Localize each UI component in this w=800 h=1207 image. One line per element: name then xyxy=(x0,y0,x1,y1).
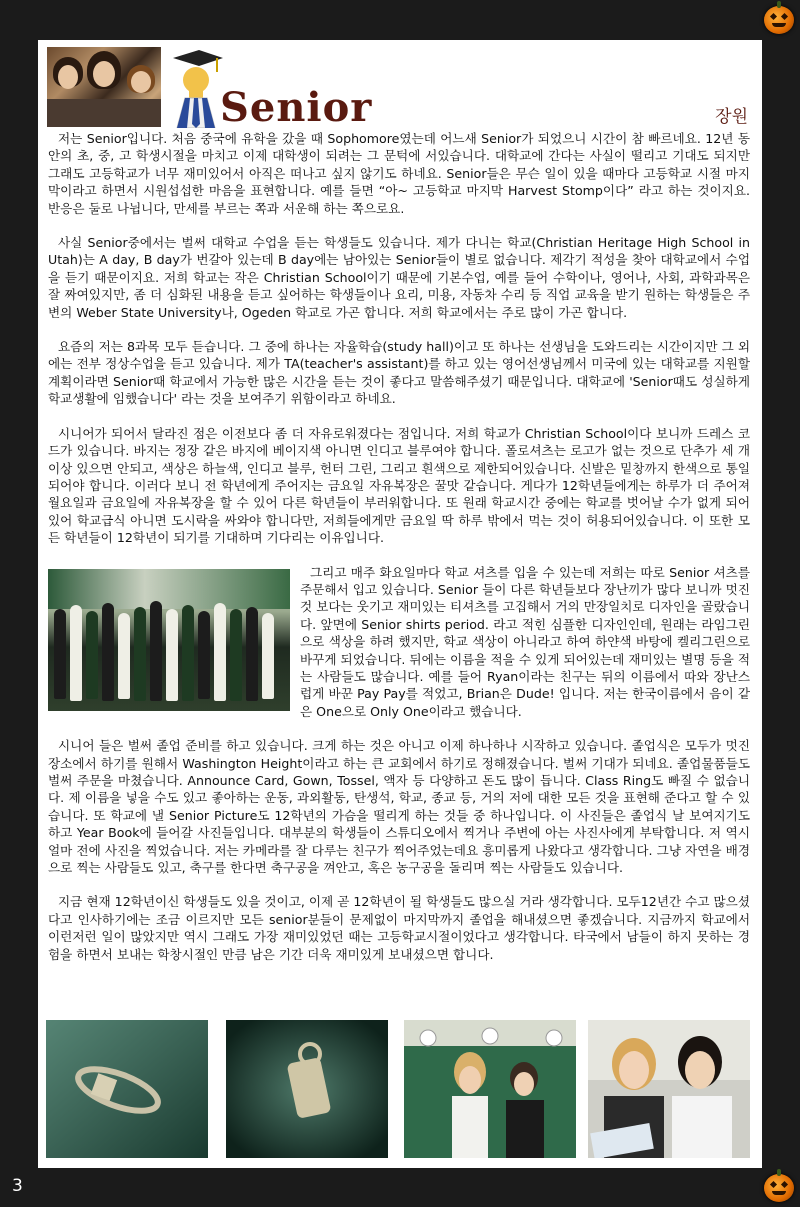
header-photo xyxy=(47,47,161,127)
senior-group-photo xyxy=(48,569,290,711)
article-page xyxy=(38,40,762,1168)
pumpkin-icon-bottom xyxy=(764,1174,794,1202)
two-students-photo xyxy=(588,1020,750,1158)
paragraph-2: 사실 Senior중에서는 벌써 대학교 수업을 듣는 학생들도 있습니다. 제가 다니는 학교(Christian Heritage High School in Utah)는 A day, B day가 번갈아 있는데 B day에는 남아있는 Senior들이 별로 없습니다. 제각기 적성을 찾아 대학교에서 수업을 듣기 때문이지요. 저희 학교는 작은 Christian School이기 때문에 기본수업, 예를 들어 수학이나, 영어나, 사회, 과학과목은 잘 짜여있지만, 좀 더 심화된 내용을 듣고 싶어하는 학생들이나 요리, 미용, 자동차 수리 등 직업 교육을 받기 원하는 학생들은 주변의 Weber State University나, Ogeden 학교로 가곤 합니다. 저희 학교에서는 주로 많이 가곤 합니다. xyxy=(48,235,750,320)
page-number: 3 xyxy=(12,1176,23,1196)
paragraph-7: 지금 현재 12학년이신 학생들도 있을 것이고, 이제 곧 12학년이 될 학생들도 많으실 거라 생각합니다. 모두12년간 수고 많으셨다고 인사하기에는 조금 이르지만 모든 senior분들이 문제없이 마지막까지 졸업을 해내셨으면 좋겠습니다. 지금까지 학교에서 이런저런 일이 많았지만 역시 그래도 가장 재미있었던 때는 고등학교시절이었다고 생각합니다. 타국에서 남들이 하지 못하는 경험을 하면서 보내는 학창시절인 만큼 남은 기간 더욱 재미있게 보내셨으면 합니다. xyxy=(48,894,750,962)
pumpkin-icon-top xyxy=(764,6,794,34)
paragraph-6: 시니어 들은 벌써 졸업 준비를 하고 있습니다. 크게 하는 것은 아니고 이제 하나하나 시작하고 있습니다. 졸업식은 모두가 멋진 장소에서 하기를 원해서 Washington Height이라고 하는 큰 교회에서 하기로 정해졌습니다. 벌써 기대가 되네요. 졸업물품들도 벌써 주문을 마쳤습니다. Announce Card, Gown, Tossel, 액자 등 다양하고 돈도 많이 듭니다. Class Ring도 빠질 수 없습니다. 제 이름을 넣을 수도 있고 좋아하는 운동, 과외활동, 탄생석, 학교, 종교 등, 거의 저에 대한 모든 것을 표현해 준다고 할 수 있습니다. 또 학교에 낼 Senior Picture도 12학년의 가슴을 떨리게 하는 것들 중 하나입니다. 이 사진들은 졸업식 날 보여지기도 하고 Year Book에 들어갈 사진들입니다. 대부분의 학생들이 스튜디오에서 찍거나 주변에 아는 사진사에게 부탁합니다. 저 역시 얼마 전에 사진을 찍었습니다. 저는 카메라를 잘 다루는 친구가 찍어주었는데요 흥미롭게 나왔다고 생각합니다. 그냥 자연을 배경으로 찍는 사람들도 있고, 축구를 한다면 축구공을 껴안고, 혹은 농구공을 돌리며 찍는 사람들도 있습니다. xyxy=(48,738,750,876)
graduate-figure-icon xyxy=(165,46,223,128)
author-name: 장원 xyxy=(715,107,748,127)
paragraph-4: 시니어가 되어서 달라진 점은 이전보다 좀 더 자유로워졌다는 점입니다. 저희 학교가 Christian School이다 보니까 드레스 코드가 있습니다. 바지는 정장 같은 바지에 베이지색 아니면 인디고 블루여야 합니다. 폴로셔츠는 로고가 없는 것으로 단추가 세 개 이상 있으면 안되고, 색상은 하늘색, 인디고 블루, 헌터 그린, 그리고 흰색으로 제한되어있습니다. 신발은 밑창까지 한색으로 통일되어야 합니다. 이러다 보니 전 학년에게 주어지는 금요일 자유복장은 꿀맛 같습니다. 게다가 12학년들에게는 하루가 더 주어져 월요일과 금요일에 자유복장을 할 수 있어 다른 학년들이 부러워합니다. 또 원래 학교시간 중에는 학교를 벗어날 수가 없게 되어있어 학교급식 아니면 도시락을 싸와야 합니다만, 저희들에게만 금요일 딱 하루 밖에서 먹는 것이 허용되어있습니다. 이 또한 모든 학년들이 12학년이 되기를 기대하며 기다리는 이유입니다. xyxy=(48,425,750,546)
students-hallway-photo xyxy=(404,1020,576,1158)
paragraph-5: 그리고 매주 화요일마다 학교 셔츠를 입을 수 있는데 저희는 따로 Senior 셔츠를 주문해서 입고 있습니다. Senior 들이 다른 학년들보다 장난끼가 많다 보니까 멋진 것 보다는 웃기고 재미있는 티셔츠를 고집해서 거의 만장일치로 디자인을 골랐습니다. 앞면에 Senior shirts period. 라고 적힌 심플한 디자인인데, 원래는 라임그린으로 색상을 하려 했지만, 학교 색상이 아니라고 하여 하얀색 바탕에 켈리그린으로 바꾸게 되었습니다. 뒤에는 이름을 적을 수 있게 되어있는데 재미있는 별명 등을 적는 사람들도 많습니다. 예를 들어 Ryan이라는 친구는 뒤의 이름에서 따와 장난스럽게 바꾼 Pay Pay를 적었고, Brian은 Dude! 입니다. 저는 한국이름에서 음이 같은 One으로 Only One이라고 했습니다. xyxy=(300,564,750,719)
page-title: Senior xyxy=(220,84,373,131)
bottom-photo-strip xyxy=(46,1020,750,1158)
paragraph-3: 요즘의 저는 8과목 모두 듣습니다. 그 중에 하나는 자율학습(study hall)이고 또 하나는 선생님을 도와드리는 시간이지만 그 외에는 전부 정상수업을 듣고 있습니다. 제가 TA(teacher's assistant)를 하고 있는 영어선생님께서 미국에 있는 대학교를 지원할 계획이라면 Senior때 학교에서 가능한 많은 시간을 듣는 것이 좋다고 말씀해주셨기 때문입니다. 대학교에 'Senior때도 성실하게 학교생활에 임했습니다' 라는 것을 보여주기 위함이라고 하네요. xyxy=(48,339,750,407)
article-body xyxy=(48,130,750,963)
class-ring-photo-2 xyxy=(226,1020,388,1158)
class-ring-photo-1 xyxy=(46,1020,208,1158)
paragraph-1: 저는 Senior입니다. 처음 중국에 유학을 갔을 때 Sophomore였는데 어느새 Senior가 되었으니 시간이 참 빠르네요. 12년 동안의 초, 중, 고 학생시절을 마치고 이제 대학생이 되려는 그 문턱에 서있습니다. 대학교에 간다는 사실이 떨리고 기대도 되지만 그래도 고등학교가 너무 재미있어서 아직은 떠나고 싶지 않기도 하네요. Senior들은 무슨 일이 있을 때마다 고등학교 시절 마지막이라고 하면서 시원섭섭한 마음을 표현합니다. 예를 들면 “아~ 고등학교 마지막 Harvest Stomp이다” 라고 하는 것이지요. 반응은 둘로 나뉩니다, 만세를 부르는 쪽과 서운해 하는 쪽으로요. xyxy=(48,131,750,216)
article-header xyxy=(38,40,762,132)
